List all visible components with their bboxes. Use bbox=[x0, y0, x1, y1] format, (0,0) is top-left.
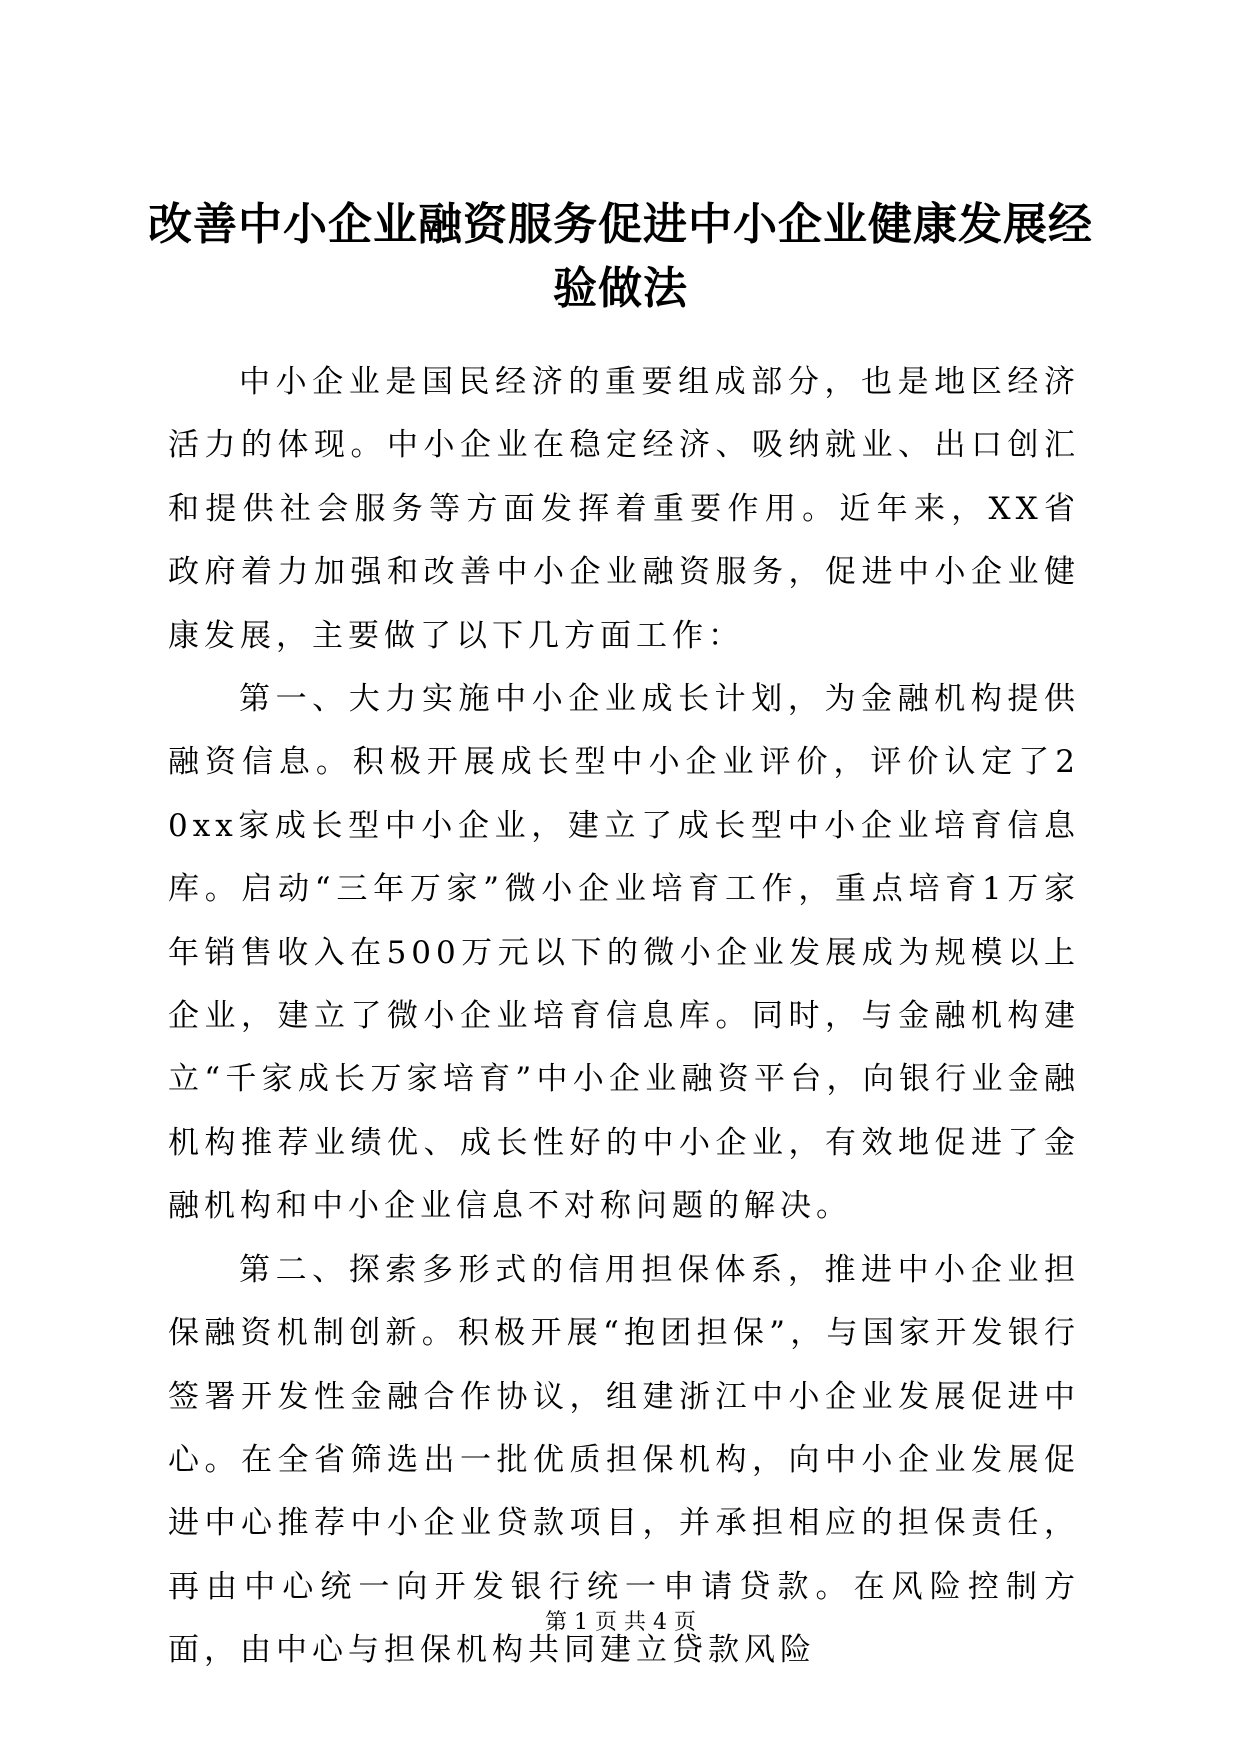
document-title: 改善中小企业融资服务促进中小企业健康发展经验做法 bbox=[148, 199, 1093, 314]
paragraph-intro: 中小企业是国民经济的重要组成部分，也是地区经济活力的体现。中小企业在稳定经济、吸纳就业、出口创汇和提供社会服务等方面发挥着重要作用。近年来，XX省政府着力加强和改善中小企业融资服务，促进中小企业健康发展，主要做了以下几方面工作： bbox=[168, 364, 1080, 654]
paragraph-first: 第一、大力实施中小企业成长计划，为金融机构提供融资信息。积极开展成长型中小企业评价，评价认定了20xx家成长型中小企业，建立了成长型中小企业培育信息库。启动“三年万家”微小企业培育工作，重点培育1万家年销售收入在500万元以下的微小企业发展成为规模以上企业，建立了微小企业培育信息库。同时，与金融机构建立“千家成长万家培育”中小企业融资平台，向银行业金融机构推荐业绩优、成长性好的中小企业，有效地促进了金融机构和中小企业信息不对称问题的解决。 bbox=[168, 681, 1080, 1225]
paragraph-second: 第二、探索多形式的信用担保体系，推进中小企业担保融资机制创新。积极开展“抱团担保”，与国家开发银行签署开发性金融合作协议，组建浙江中小企业发展促进中心。在全省筛选出一批优质担保机构，向中小企业发展促进中心推荐中小企业贷款项目，并承担相应的担保责任，再由中心统一向开发银行统一申请贷款。在风险控制方面，由中心与担保机构共同建立贷款风险 bbox=[168, 1251, 1080, 1669]
document-body bbox=[168, 351, 1080, 1683]
page-number-footer: 第 1 页 共 4 页 bbox=[545, 1610, 696, 1635]
